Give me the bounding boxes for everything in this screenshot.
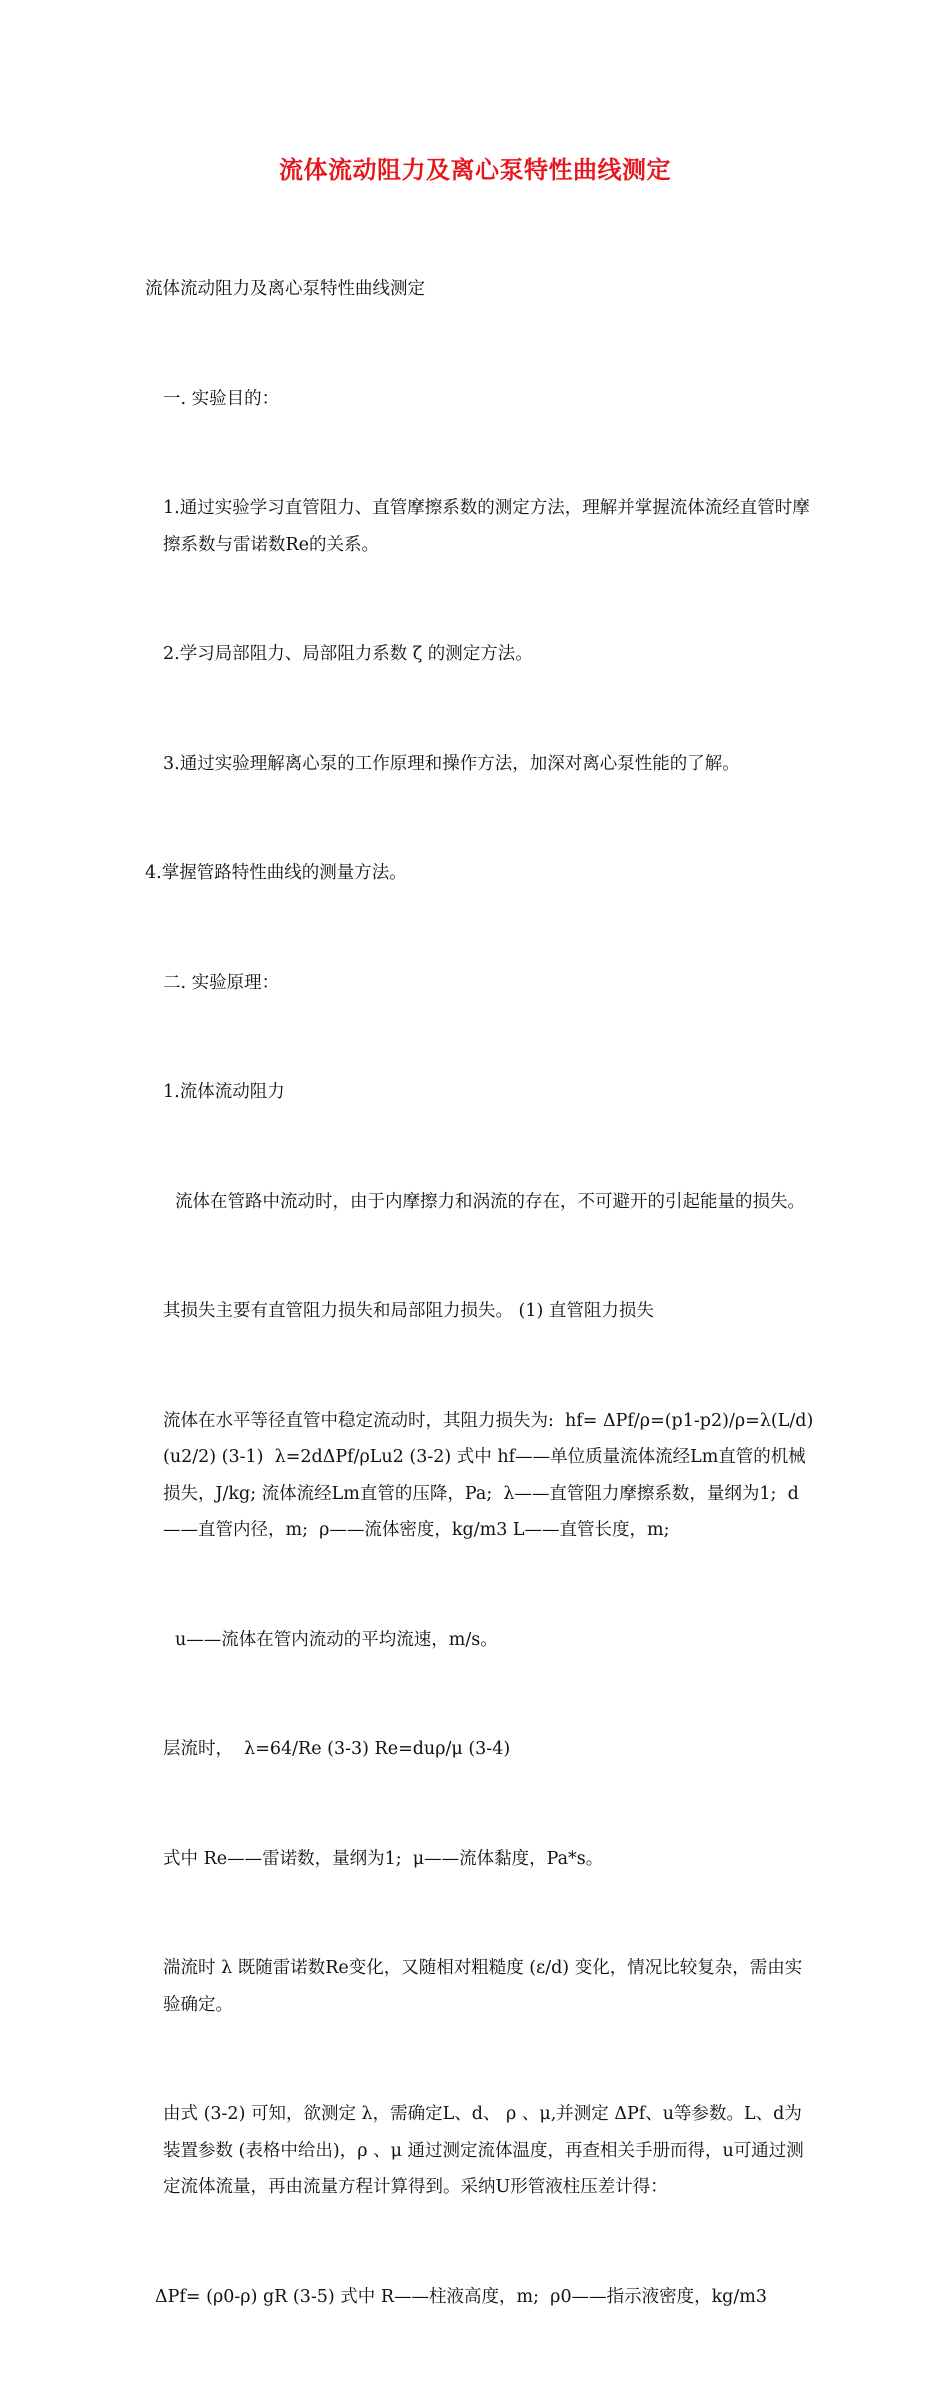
paragraph-loss-types: 其损失主要有直管阻力损失和局部阻力损失。 (1) 直管阻力损失 xyxy=(163,1301,654,1321)
principle-subheading-1: 1.流体流动阻力 xyxy=(163,1082,285,1102)
section-heading-purpose: 一. 实验目的： xyxy=(163,388,280,409)
section-heading-principle: 二. 实验原理： xyxy=(163,972,280,993)
purpose-item-2: 2.学习局部阻力、局部阻力系数 ζ 的测定方法。 xyxy=(163,644,533,664)
purpose-item-4: 4.掌握管路特性曲线的测量方法。 xyxy=(145,863,407,883)
document-title: 流体流动阻力及离心泵特性曲线测定 xyxy=(279,156,671,184)
paragraph-turbulent: 湍流时 λ 既随雷诺数Re变化，又随相对粗糙度 (ε/d) 变化，情况比较复杂，需由实验确定。 xyxy=(163,1958,803,2015)
paragraph-measurement: 由式 (3-2) 可知，欲测定 λ，需确定L、d、 ρ 、μ,并测定 ΔPf、u等参数。L、d为装置参数 (表格中给出)，ρ 、μ 通过测定流体温度，再查相关手册而得，u可通过测定流体流量，再由流量方程计算得到。采纳U形管液柱压差计得： xyxy=(163,2104,804,2197)
paragraph-velocity: u——流体在管内流动的平均流速，m/s。 xyxy=(175,1629,498,1650)
paragraph-energy-loss: 流体在管路中流动时，由于内摩擦力和涡流的存在，不可避开的引起能量的损失。 xyxy=(175,1191,805,1212)
paragraph-laminar: 层流时， λ=64/Re (3-3) Re=duρ/μ (3-4) xyxy=(163,1739,511,1759)
purpose-item-3: 3.通过实验理解离心泵的工作原理和操作方法，加深对离心泵性能的了解。 xyxy=(163,753,740,774)
paragraph-subtitle: 流体流动阻力及离心泵特性曲线测定 xyxy=(145,279,425,299)
paragraph-pressure-diff: ΔPf= (ρ0-ρ) gR (3-5) 式中 R——柱液高度，m; ρ0——指示液密度，kg/m3 xyxy=(155,2286,768,2307)
paragraph-reynolds: 式中 Re——雷诺数，量纲为1; μ——流体黏度，Pa*s。 xyxy=(163,1848,604,1869)
document-body xyxy=(145,198,815,2388)
paragraph-straight-pipe-loss: 流体在水平等径直管中稳定流动时，其阻力损失为: hf= ΔPf/ρ=(p1-p2)/ρ=λ(L/d)(u2/2) (3-1) λ=2dΔPf/ρLu2 (3-2) 式中 hf——单位质量流体流经Lm直管的机械损失，J/kg; 流体流经Lm直管的压降，Pa; λ——直管阻力摩擦系数，量纲为1; d——直管内径，m; ρ——流体密度，kg/m3 L——直管长度，m; xyxy=(163,1410,814,1540)
purpose-item-1: 1.通过实验学习直管阻力、直管摩擦系数的测定方法，理解并掌握流体流经直管时摩擦系数与雷诺数Re的关系。 xyxy=(163,498,810,555)
